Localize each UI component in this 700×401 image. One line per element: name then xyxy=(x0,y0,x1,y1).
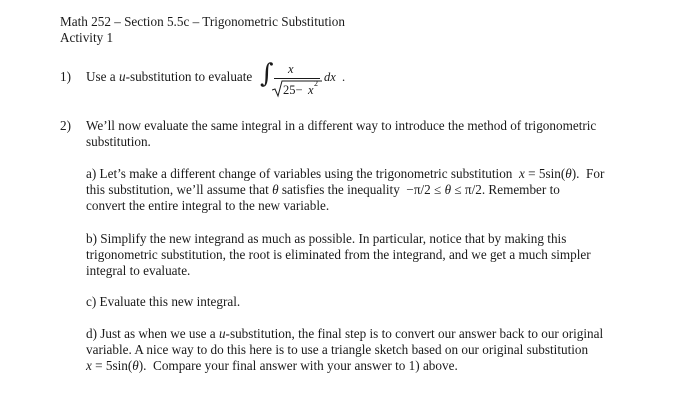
course-title: Math 252 – Section 5.5c – Trigonometric Substitution xyxy=(60,14,345,29)
integral-period: . xyxy=(342,70,346,84)
activity-label: Activity 1 xyxy=(60,30,114,45)
theta-symbol: θ xyxy=(272,182,279,197)
part-c-line1: c) Evaluate this new integral. xyxy=(86,294,241,309)
q1-integral-expression xyxy=(258,59,348,102)
radicand-exponent: 2 xyxy=(314,79,318,88)
part-b-line3: integral to evaluate. xyxy=(86,263,191,278)
part-d-line3: x = 5sin(θ). Compare your final answer with your answer to 1) above. xyxy=(86,358,458,373)
theta-symbol: θ xyxy=(444,182,452,197)
inequality-left: −π/2 ≤ xyxy=(406,182,442,197)
q2-intro-line2: substitution. xyxy=(86,134,151,149)
q1-u-variable: u xyxy=(118,69,126,84)
theta-symbol: θ xyxy=(565,166,572,181)
theta-symbol: θ xyxy=(132,358,139,373)
q2-intro-line1: We’ll now evaluate the same integral in a different way to introduce the method of trigonometric xyxy=(86,118,597,133)
inequality-right: ≤ π/2 xyxy=(454,182,482,197)
radicand-variable: x xyxy=(308,83,314,97)
part-a-line3: convert the entire integral to the new variable. xyxy=(86,198,330,213)
integral-numerator: x xyxy=(288,62,294,76)
part-a-line1: a) Let’s make a different change of variables using the trigonometric substitution x = 5sin(θ). For xyxy=(86,166,605,181)
part-a-line2: this substitution, we’ll assume that θ satisfies the inequality −π/2 ≤ θ ≤ π/2. Remember to xyxy=(86,182,560,197)
integral-sign: ∫ xyxy=(260,59,274,89)
part-b-line2: trigonometric substitution, the root is eliminated from the integrand, and we get a much simpler xyxy=(86,247,591,262)
radicand-constant: 25− xyxy=(283,83,303,97)
q1-number: 1) xyxy=(60,69,71,84)
q2-number: 2) xyxy=(60,118,71,133)
part-b-line1: b) Simplify the new integrand as much as possible. In particular, notice that by making this xyxy=(86,231,567,246)
part-d-line1: d) Just as when we use a u-substitution, the final step is to convert our answer back to our original xyxy=(86,326,604,341)
u-variable: u xyxy=(218,326,226,341)
q1-text: Use a u-substitution to evaluate xyxy=(86,69,253,84)
part-d-line2: variable. A nice way to do this here is to use a triangle sketch based on our original substitution xyxy=(86,342,589,357)
integral-dx: dx xyxy=(324,70,336,84)
